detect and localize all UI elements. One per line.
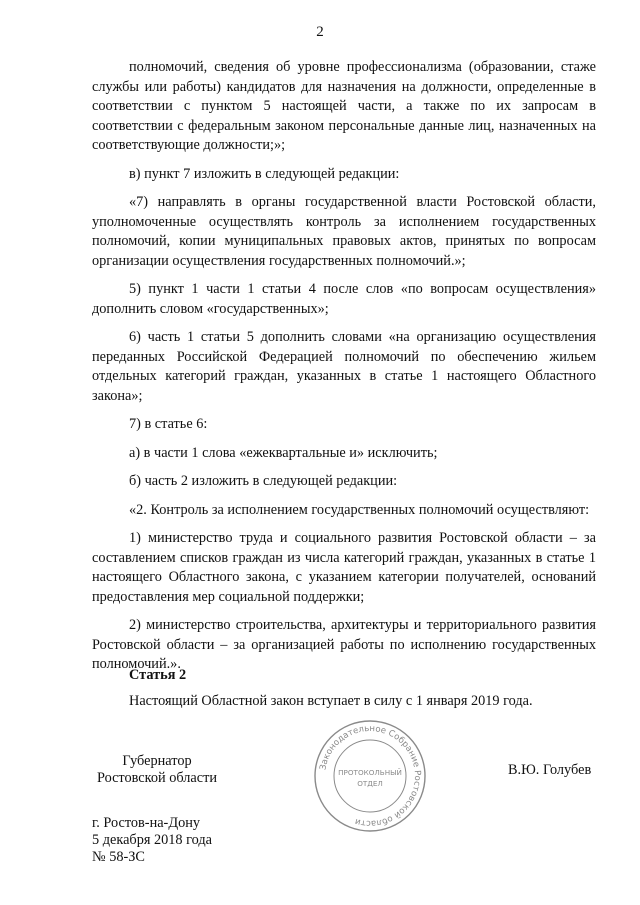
paragraph-item-6: 6) часть 1 статьи 5 дополнить словами «на организацию осуществления переданных Российской Федерацией полномочий по обеспечению жильем отдельных категорий граждан, указанных в статье 1 настоящего Областного закона»;: [92, 329, 596, 404]
seal-inner-line2: ОТДЕЛ: [357, 779, 383, 788]
paragraph-item-7: 7) в статье 6:: [129, 416, 208, 432]
paragraph-control-1: 1) министерство труда и социального развития Ростовской области – за составлением списков граждан из числа категорий граждан, указанных в статье 1 настоящего Областного закона, с указанием категории получателей, оснований предоставления мер социальной поддержки;: [92, 530, 596, 605]
signer-title: [92, 753, 222, 787]
page-number: 2: [316, 24, 324, 40]
paragraph-item-5: 5) пункт 1 части 1 статьи 4 после слов «по вопросам осуществления» дополнить словом «государственных»;: [92, 281, 596, 317]
paragraph-subitem-a: а) в части 1 слова «ежеквартальные и» исключить;: [129, 444, 438, 461]
paragraph-control-2: 2) министерство строительства, архитектуры и территориального развития Ростовской области – за организацией работы по исполнению государственных полномочий.».: [92, 617, 596, 672]
article-heading: Статья 2: [129, 667, 187, 683]
signer-title-line1: Губернатор: [122, 753, 192, 769]
issue-city: г. Ростов-на-Дону: [92, 815, 201, 831]
article-text: Настоящий Областной закон вступает в силу с 1 января 2019 года.: [129, 693, 533, 709]
signer-name: В.Ю. Голубев: [508, 762, 592, 778]
issue-info: [92, 815, 212, 866]
seal-inner-line1: ПРОТОКОЛЬНЫЙ: [338, 768, 402, 777]
official-seal: [313, 719, 427, 833]
paragraph-subitem-b: б) часть 2 изложить в следующей редакции:: [129, 473, 398, 489]
signer-title-line2: Ростовской области: [96, 770, 218, 786]
issue-date: 5 декабря 2018 года: [92, 832, 213, 848]
document-body: [92, 58, 596, 684]
paragraph-control-intro: «2. Контроль за исполнением государственных полномочий осуществляют:: [129, 501, 590, 518]
seal-outer-text: Законодательное Собрание Ростовской области: [318, 723, 423, 829]
issue-number: № 58-ЗС: [92, 849, 145, 865]
paragraph-item-7-text: «7) направлять в органы государственной власти Ростовской области, уполномоченные осуществлять контроль за исполнением государственных полномочий, копии муниципальных правовых актов, принятых по вопросам организации осуществления государственных полномочий.»;: [92, 194, 596, 269]
paragraph-continuation: полномочий, сведения об уровне профессионализма (образовании, стаже службы или работы) кандидатов для назначения на должности, определенные в соответствии с пунктом 5 настоящей части, а также по их запросам в соответствии с федеральным законом персональные данные лиц, назначенных на соответствующие должности;»;: [92, 59, 596, 153]
paragraph-item-v: в) пункт 7 изложить в следующей редакции:: [129, 165, 400, 182]
